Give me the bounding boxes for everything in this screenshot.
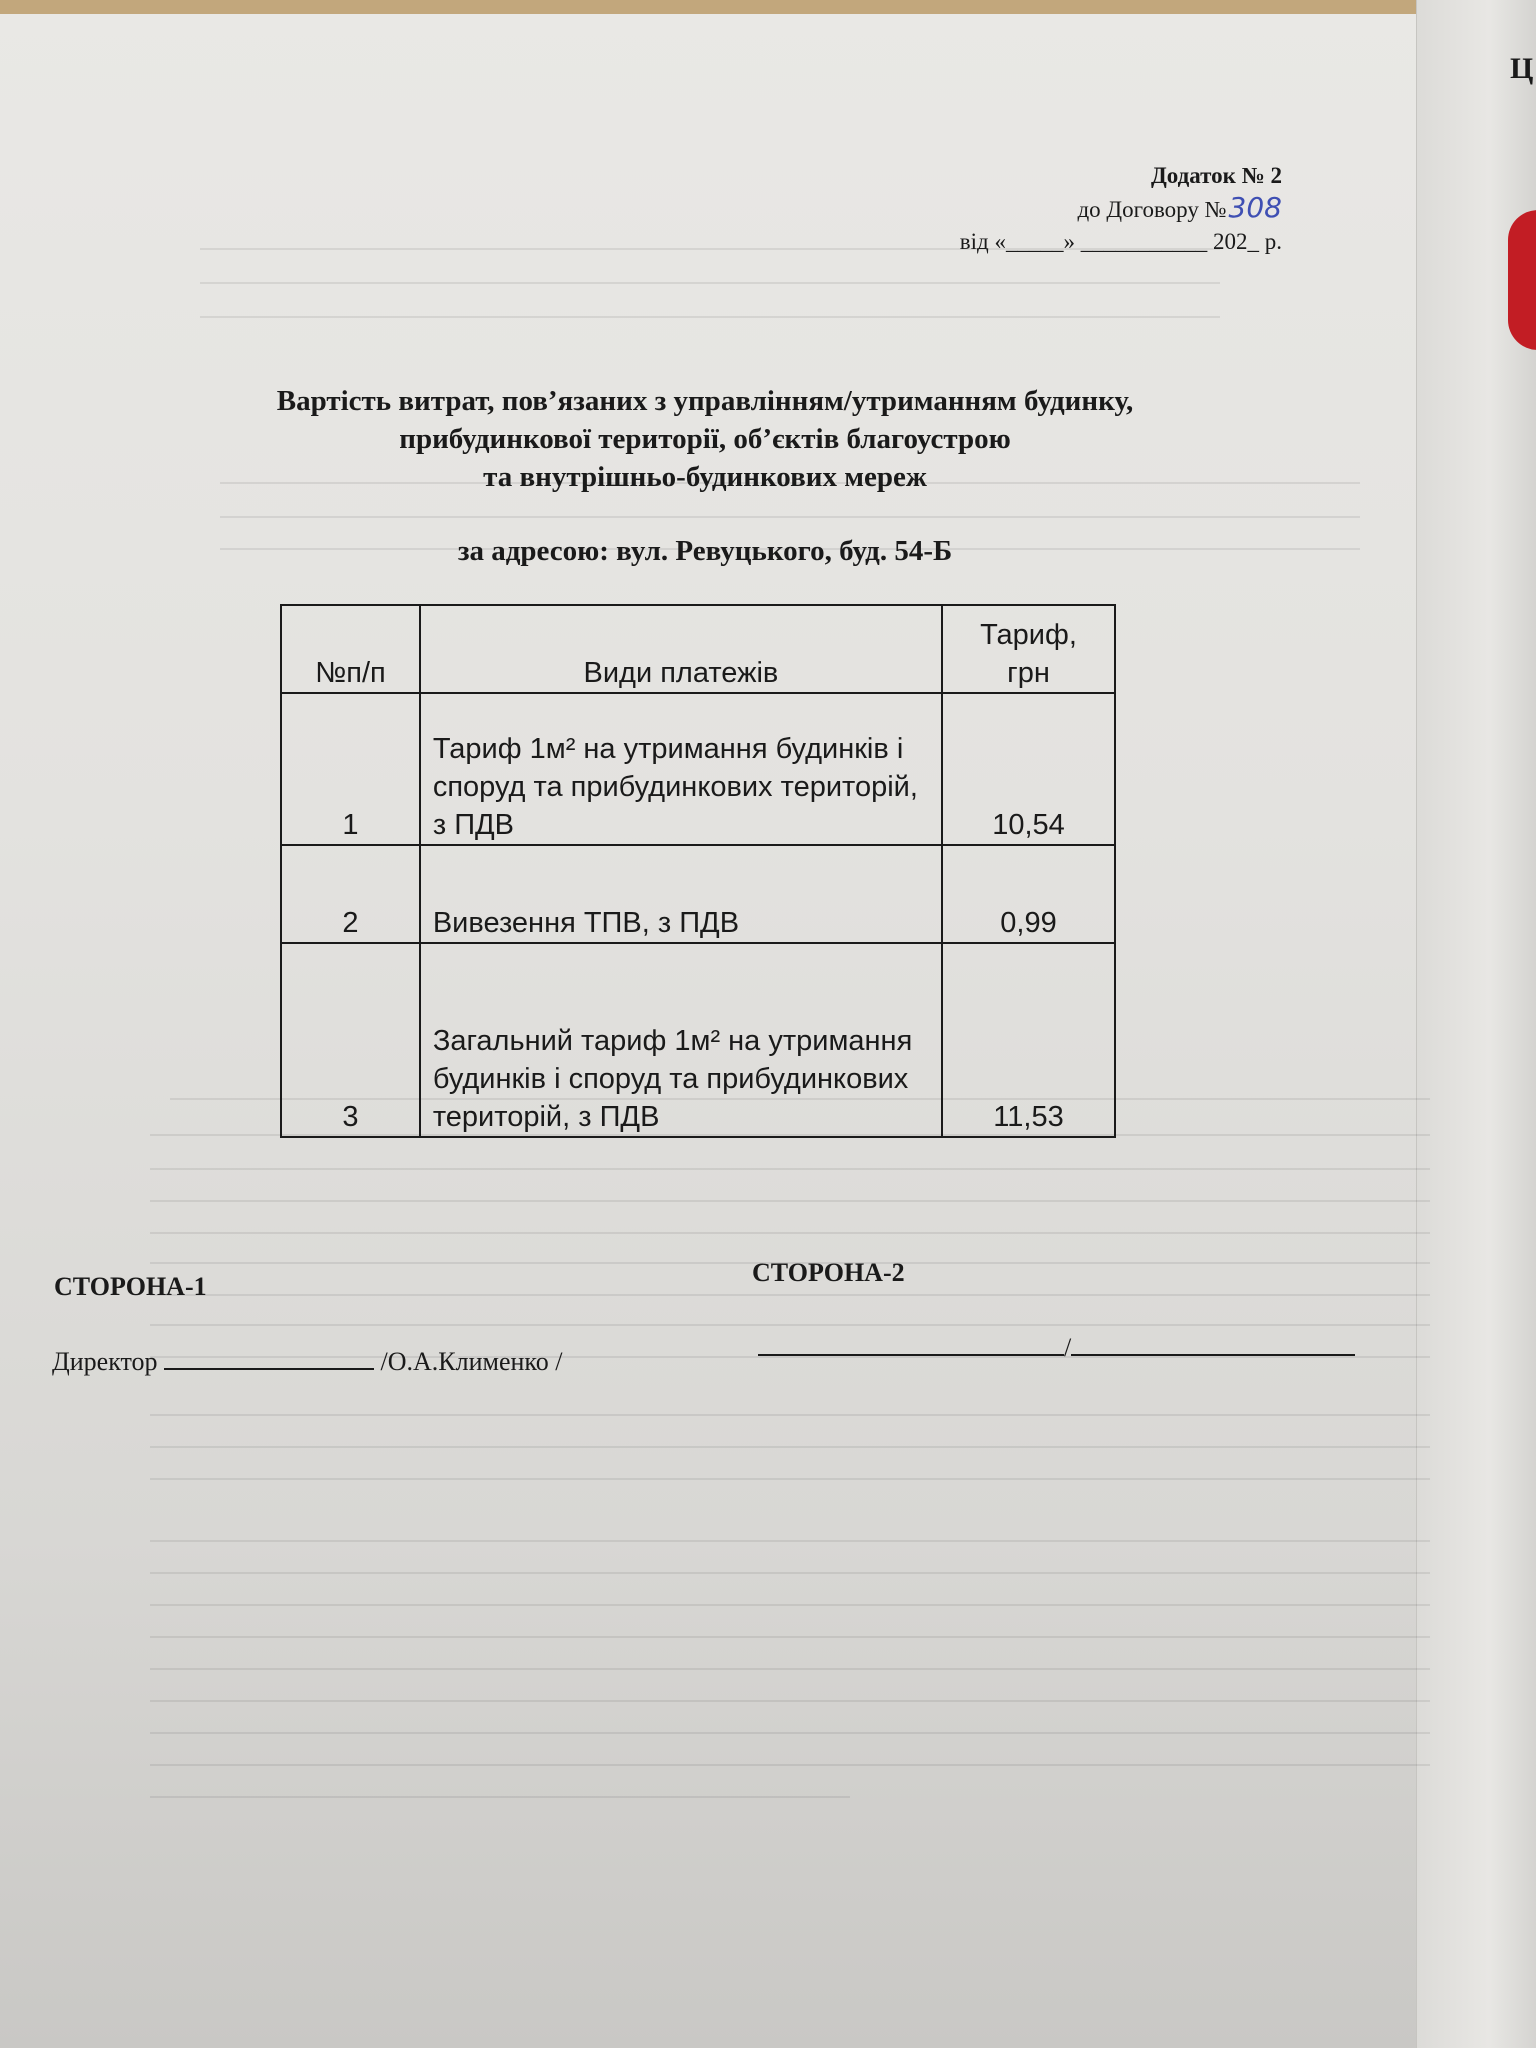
red-object [1508, 210, 1536, 350]
bleed-through-line [150, 1572, 1430, 1574]
underlying-sheet-text-fragment: Ц [1510, 52, 1534, 85]
address-line: за адресою: вул. Ревуцького, буд. 54-Б [457, 535, 953, 567]
signature-blank [164, 1346, 374, 1370]
director-name: /О.А.Клименко / [380, 1347, 563, 1376]
table-row [281, 845, 1115, 943]
party-2-signature-line [758, 1332, 1355, 1363]
table-header-row [281, 605, 1115, 693]
row-number: 3 [281, 943, 420, 1137]
title-line-3: та внутрішньо-будинкових мереж [483, 461, 927, 493]
party-2-heading: СТОРОНА-2 [752, 1258, 905, 1287]
bleed-through-line [150, 1700, 1430, 1702]
contract-reference [960, 192, 1282, 226]
bleed-through-line [150, 1414, 1430, 1416]
annex-date-line: від «_____» ___________ 202_ р. [959, 229, 1282, 254]
name-blank [1071, 1332, 1355, 1356]
party-1-heading: СТОРОНА-1 [54, 1272, 207, 1301]
bleed-through-line [150, 1732, 1430, 1734]
bleed-through-line [150, 1168, 1430, 1170]
title-line-2: прибудинкової території, об’єктів благоустрою [399, 423, 1011, 455]
table-row [281, 943, 1115, 1137]
contract-number-handwritten: 308 [1228, 191, 1282, 224]
bleed-through-line [150, 1232, 1430, 1234]
title-line-1: Вартість витрат, пов’язаних з управлінням/утриманням будинку, [276, 385, 1134, 417]
bleed-through-line [150, 1324, 1430, 1326]
signature-separator: / [1064, 1333, 1072, 1362]
bleed-through-line [150, 1796, 850, 1798]
header-tariff-line-1: Тариф, [980, 619, 1077, 651]
desk-background [0, 0, 1536, 14]
director-label: Директор [52, 1347, 158, 1376]
table-row [281, 693, 1115, 845]
bleed-through-line [150, 1294, 1430, 1296]
header-tariff [942, 605, 1115, 693]
row-description: Вивезення ТПВ, з ПДВ [420, 845, 942, 943]
annex-title: Додаток № 2 [1150, 163, 1282, 188]
document-title [140, 382, 1270, 570]
bleed-through-line [150, 1446, 1430, 1448]
row-description: Тариф 1м² на утримання будинків і споруд та прибудинкових територій, з ПДВ [420, 693, 942, 845]
row-tariff: 10,54 [942, 693, 1115, 845]
row-tariff: 11,53 [942, 943, 1115, 1137]
header-number: №п/п [281, 605, 420, 693]
contract-prefix: до Договору № [1077, 197, 1227, 222]
bleed-through-line [200, 316, 1220, 318]
bleed-through-line [150, 1764, 1430, 1766]
row-number: 2 [281, 845, 420, 943]
row-description: Загальний тариф 1м² на утримання будинків і споруд та прибудинкових територій, з ПДВ [420, 943, 942, 1137]
bleed-through-line [150, 1200, 1430, 1202]
tariff-table [280, 604, 1116, 1138]
row-number: 1 [281, 693, 420, 845]
annex-header [960, 160, 1282, 258]
bleed-through-line [150, 1604, 1430, 1606]
bleed-through-line [150, 1478, 1430, 1480]
header-tariff-line-2: грн [1007, 657, 1050, 689]
signature-blank [758, 1332, 1064, 1356]
bleed-through-line [150, 1636, 1430, 1638]
header-payment-type: Види платежів [420, 605, 942, 693]
row-tariff: 0,99 [942, 845, 1115, 943]
bleed-through-line [200, 282, 1220, 284]
bleed-through-line [150, 1668, 1430, 1670]
bleed-through-line [150, 1540, 1430, 1542]
party-1-signature-line [52, 1346, 562, 1377]
